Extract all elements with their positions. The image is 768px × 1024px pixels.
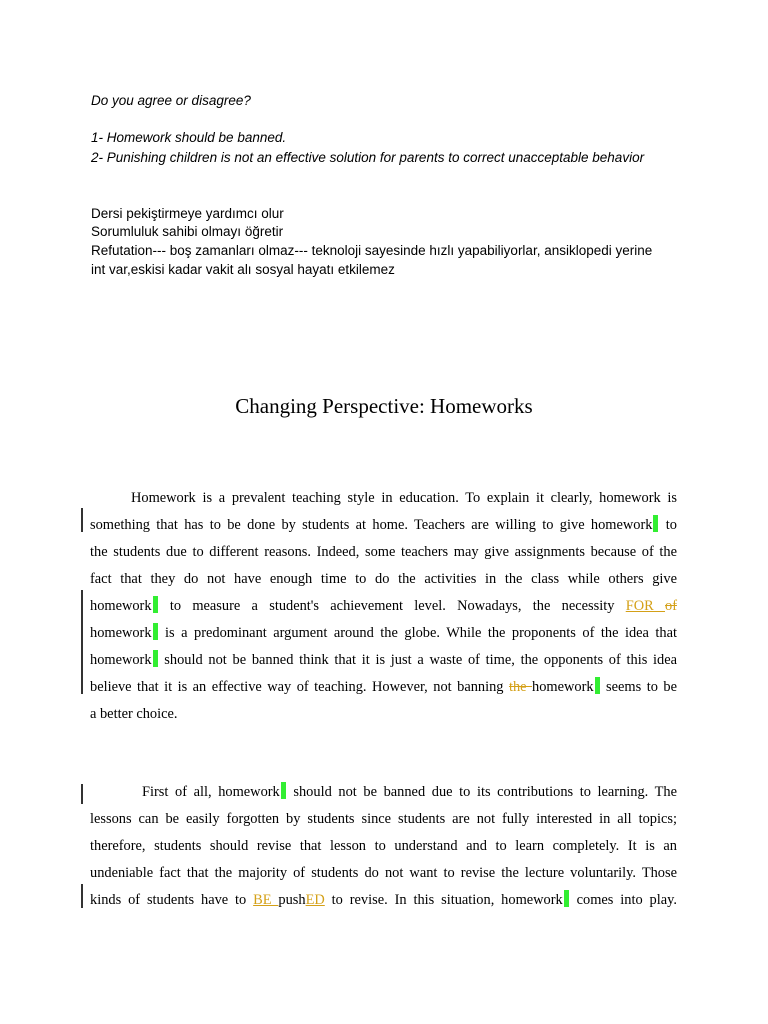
change-bar bbox=[81, 590, 83, 694]
tracked-insertion: ED bbox=[305, 892, 325, 908]
text-span: to bbox=[659, 517, 677, 533]
text-line bbox=[90, 647, 677, 674]
text-line: the students due to different reasons. Indeed, some teachers may give assignments because of the bbox=[90, 544, 677, 560]
text-line: a better choice. bbox=[90, 706, 178, 722]
text-span: kinds of students have to bbox=[90, 892, 254, 908]
text-line: fact that they do not have enough time to do the activities in the class while others give bbox=[90, 571, 677, 587]
note-line-1: Dersi pekiştirmeye yardımcı olur bbox=[91, 206, 284, 221]
highlight-mark bbox=[153, 596, 158, 613]
text-span: should not be banned due to its contributions to learning. The bbox=[286, 784, 678, 800]
text-span: homework bbox=[90, 652, 152, 668]
text-line: therefore, students should revise that lesson to understand and to learn completely. It is an bbox=[90, 838, 677, 854]
text-line bbox=[90, 512, 677, 539]
note-line-3: Refutation--- boş zamanları olmaz--- teknoloji sayesinde hızlı yapabiliyorlar, ansiklopedi yerine bbox=[91, 243, 653, 258]
text-line bbox=[90, 887, 677, 914]
text-span: to revise. In this situation, homework bbox=[324, 892, 563, 908]
text-span: to measure a student's achievement level. Nowadays, the necessity bbox=[158, 598, 626, 614]
text-line: lessons can be easily forgotten by students since students are not fully interested in all topics; bbox=[90, 811, 677, 827]
text-span: homework bbox=[532, 679, 594, 695]
text-line bbox=[90, 593, 677, 620]
highlight-mark bbox=[595, 677, 600, 694]
text-span: something that has to be done by students at home. Teachers are willing to give homework bbox=[90, 517, 653, 533]
text-span: believe that it is an effective way of teaching. However, not banning bbox=[90, 679, 509, 695]
highlight-mark bbox=[153, 650, 158, 667]
text-span: push bbox=[278, 892, 306, 908]
text-line bbox=[90, 779, 677, 806]
text-span: homework bbox=[90, 598, 152, 614]
text-span: seems to be bbox=[600, 679, 677, 695]
highlight-mark bbox=[153, 623, 158, 640]
text-span: homework bbox=[90, 625, 152, 641]
text-line bbox=[90, 620, 677, 647]
tracked-deletion: of bbox=[665, 598, 678, 614]
topic-1: 1- Homework should be banned. bbox=[91, 130, 287, 145]
tracked-deletion: the bbox=[508, 679, 533, 695]
tracked-insertion: BE bbox=[253, 892, 279, 908]
change-bar bbox=[81, 884, 83, 908]
text-span: comes into play. bbox=[569, 892, 677, 908]
text-span: is a predominant argument around the globe. While the proponents of the idea that bbox=[158, 625, 677, 641]
highlight-mark bbox=[653, 515, 658, 532]
change-bar bbox=[81, 784, 83, 804]
topic-2: 2- Punishing children is not an effective solution for parents to correct unacceptable behavior bbox=[91, 150, 645, 165]
text-span: should not be banned think that it is just a waste of time, the opponents of this idea bbox=[158, 652, 677, 668]
paragraph-intro bbox=[90, 485, 677, 728]
tracked-insertion: FOR bbox=[625, 598, 666, 614]
text-line: undeniable fact that the majority of students do not want to revise the lecture voluntarily. Those bbox=[90, 865, 677, 881]
highlight-mark bbox=[281, 782, 286, 799]
paragraph-body bbox=[90, 779, 677, 914]
note-line-2: Sorumluluk sahibi olmayı öğretir bbox=[91, 224, 284, 239]
essay-title: Changing Perspective: Homeworks bbox=[235, 394, 533, 418]
note-line-4: int var,eskisi kadar vakit alı sosyal hayatı etkilemez bbox=[91, 262, 395, 277]
change-bar bbox=[81, 508, 83, 532]
text-span: First of all, homework bbox=[142, 784, 280, 800]
highlight-mark bbox=[564, 890, 569, 907]
text-line: Homework is a prevalent teaching style in education. To explain it clearly, homework is bbox=[131, 490, 677, 506]
text-line bbox=[90, 674, 677, 701]
question-line: Do you agree or disagree? bbox=[91, 93, 251, 108]
